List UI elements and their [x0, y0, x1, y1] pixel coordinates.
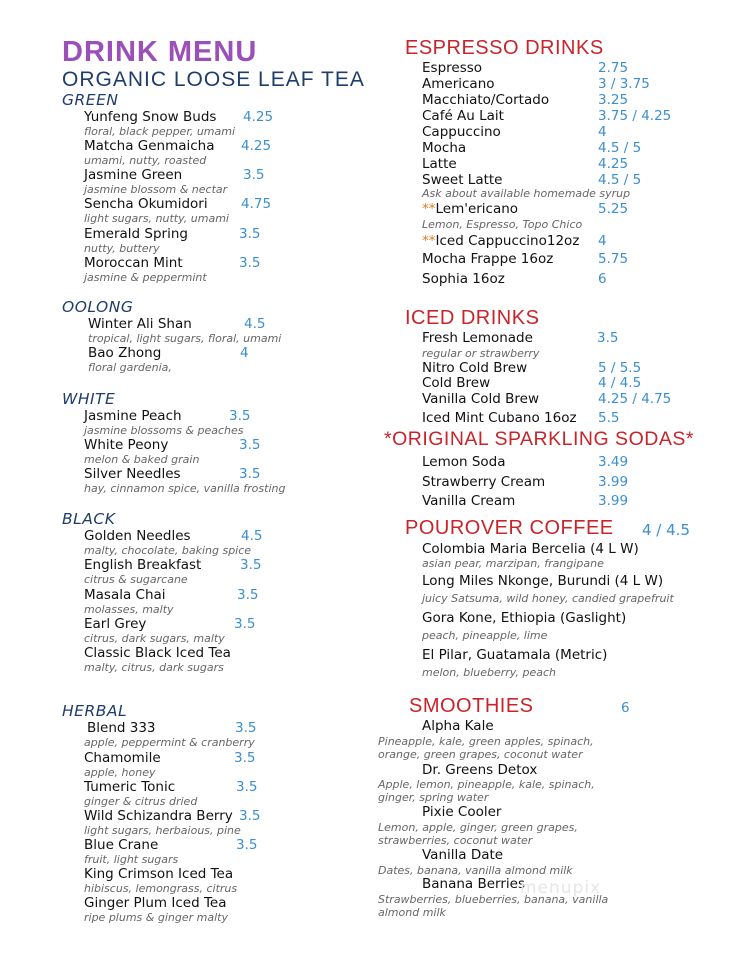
- menu-item-name: Gora Kone, Ethiopia (Gaslight): [422, 610, 627, 626]
- menu-item-price: 3.5: [236, 779, 258, 795]
- category-green: GREEN: [62, 91, 119, 109]
- menu-item-price: 5 / 5.5: [598, 360, 642, 376]
- menu-item-name: Pixie Cooler: [422, 804, 502, 820]
- page-title: DRINK MENU: [62, 36, 258, 68]
- menu-item-desc: Pineapple, kale, green apples, spinach,: [378, 735, 594, 748]
- menu-item-name: Macchiato/Cortado: [422, 92, 550, 108]
- menu-item-price: 3.5: [229, 408, 251, 424]
- menu-item-desc: peach, pineapple, lime: [422, 629, 548, 642]
- menu-item-desc: regular or strawberry: [422, 347, 540, 360]
- menu-item-name: Café Au Lait: [422, 108, 504, 124]
- menu-item-desc: hibiscus, lemongrass, citrus: [84, 882, 238, 895]
- menu-item-desc: umami, nutty, roasted: [84, 154, 207, 167]
- menu-item-name: Golden Needles: [84, 528, 191, 544]
- menu-item-price: 4.25: [598, 156, 629, 172]
- category-oolong: OOLONG: [62, 298, 134, 316]
- menu-item-desc: Strawberries, blueberries, banana, vanilla: [378, 893, 609, 906]
- menu-item-name: Nitro Cold Brew: [422, 360, 528, 376]
- menu-item-price: 5.75: [598, 251, 629, 267]
- menu-item-desc: jasmine & peppermint: [84, 271, 207, 284]
- menu-item-price: 4.75: [241, 196, 272, 212]
- menu-item-price: 3.5: [235, 720, 257, 736]
- menu-item-price: 3.5: [234, 616, 256, 632]
- menu-item-price: 4 / 4.5: [598, 375, 642, 391]
- menu-item-name: Fresh Lemonade: [422, 330, 533, 346]
- menu-item-desc: citrus, dark sugars, malty: [84, 632, 225, 645]
- menu-item-name: Colombia Maria Bercelia (4 L W): [422, 541, 639, 557]
- star-marker: **: [422, 233, 436, 249]
- menu-item-price: 3 / 3.75: [598, 76, 650, 92]
- menu-item-desc: malty, citrus, dark sugars: [84, 661, 224, 674]
- menu-item-name: Long Miles Nkonge, Burundi (4 L W): [422, 573, 664, 589]
- menu-item-name: Vanilla Cold Brew: [422, 391, 539, 407]
- watermark: menupix: [520, 878, 602, 898]
- menu-item-desc: Apple, lemon, pineapple, kale, spinach,: [378, 778, 595, 791]
- menu-item-name: Bao Zhong: [88, 345, 162, 361]
- section-espresso-title: ESPRESSO DRINKS: [405, 37, 604, 59]
- menu-item-desc: juicy Satsuma, wild honey, candied grapefruit: [422, 592, 674, 605]
- menu-item-price: 3.5: [240, 557, 262, 573]
- menu-item-desc: tropical, light sugars, floral, umami: [88, 332, 282, 345]
- syrup-note: Ask about available homemade syrup: [422, 187, 631, 200]
- menu-item-name: Jasmine Green: [84, 167, 183, 183]
- menu-item-name: Sencha Okumidori: [84, 196, 208, 212]
- menu-item-desc: almond milk: [378, 906, 446, 919]
- menu-item-name: Winter Ali Shan: [88, 316, 192, 332]
- menu-item-price: 3.75 / 4.25: [598, 108, 672, 124]
- category-herbal: HERBAL: [62, 702, 128, 720]
- menu-item-name: Jasmine Peach: [84, 408, 182, 424]
- page-subtitle: ORGANIC LOOSE LEAF TEA: [62, 68, 365, 91]
- menu-item-name: Iced Mint Cubano 16oz: [422, 410, 577, 426]
- menu-item-price: 3.99: [598, 474, 629, 490]
- menu-item-name: Latte: [422, 156, 457, 172]
- smoothies-price: 6: [621, 700, 630, 716]
- menu-item-name: Lemon Soda: [422, 454, 506, 470]
- menu-item-desc: melon, blueberry, peach: [422, 666, 556, 679]
- menu-item-name: Alpha Kale: [422, 718, 494, 734]
- menu-item-price: 3.5: [234, 750, 256, 766]
- menu-item-desc: Dates, banana, vanilla almond milk: [378, 864, 573, 877]
- menu-item-name: English Breakfast: [84, 557, 202, 573]
- menu-item-name: Mocha Frappe 16oz: [422, 251, 554, 267]
- menu-item-name: White Peony: [84, 437, 169, 453]
- menu-item-price: 3.5: [239, 226, 261, 242]
- menu-item-price: 3.49: [598, 454, 629, 470]
- menu-item-name: Banana Berries: [422, 876, 526, 892]
- menu-item-name: Americano: [422, 76, 495, 92]
- category-white: WHITE: [62, 390, 116, 408]
- menu-item-price: 4.5: [241, 528, 263, 544]
- menu-item-desc: fruit, light sugars: [84, 853, 179, 866]
- menu-item-price: 3.25: [598, 92, 629, 108]
- menu-item-price: 3.5: [239, 466, 261, 482]
- menu-item-price: 3.5: [597, 330, 619, 346]
- menu-item-name: [422, 201, 518, 217]
- menu-item-price: 4: [598, 124, 607, 140]
- menu-item-name: Yunfeng Snow Buds: [84, 109, 217, 125]
- menu-item-price: 3.5: [239, 437, 261, 453]
- section-sodas-title: *ORIGINAL SPARKLING SODAS*: [384, 428, 694, 450]
- menu-item-name: Cappuccino: [422, 124, 501, 140]
- section-smoothies-title: SMOOTHIES: [409, 695, 534, 717]
- menu-item-price: 4.25: [241, 138, 272, 154]
- menu-item-price: 4.5: [244, 316, 266, 332]
- menu-item-name: Silver Needles: [84, 466, 181, 482]
- menu-item-price: 3.5: [239, 255, 261, 271]
- menu-item-price: 4.5 / 5: [598, 172, 642, 188]
- menu-item-desc: melon & baked grain: [84, 453, 200, 466]
- menu-item-desc: light sugars, nutty, umami: [84, 212, 229, 225]
- star-marker: **: [422, 201, 436, 217]
- menu-item-price: 4: [598, 233, 607, 249]
- section-iced-title: ICED DRINKS: [405, 307, 540, 329]
- menu-item-desc: molasses, malty: [84, 603, 174, 616]
- menu-item-name: Classic Black Iced Tea: [84, 645, 231, 661]
- menu-item-name: Vanilla Date: [422, 847, 504, 863]
- menu-item-desc: asian pear, marzipan, frangipane: [422, 557, 604, 570]
- menu-item-price: 3.99: [598, 493, 629, 509]
- menu-item-name: [422, 233, 579, 249]
- pourover-price: 4 / 4.5: [642, 521, 690, 539]
- menu-item-name: Tumeric Tonic: [84, 779, 176, 795]
- menu-item-name: Moroccan Mint: [84, 255, 183, 271]
- menu-item-name: Vanilla Cream: [422, 493, 516, 509]
- menu-item-price: 4.5 / 5: [598, 140, 642, 156]
- menu-item-name: Matcha Genmaicha: [84, 138, 215, 154]
- menu-item-desc: hay, cinnamon spice, vanilla frosting: [84, 482, 286, 495]
- section-pourover-title: POUROVER COFFEE: [405, 517, 614, 539]
- menu-item-desc: ginger & citrus dried: [84, 795, 198, 808]
- menu-item-name: El Pilar, Guatamala (Metric): [422, 647, 608, 663]
- menu-item-name: Sweet Latte: [422, 172, 503, 188]
- menu-item-name: Espresso: [422, 60, 483, 76]
- menu-item-price: 3.5: [236, 837, 258, 853]
- menu-item-price: 3.5: [237, 587, 259, 603]
- menu-item-name: Dr. Greens Detox: [422, 762, 538, 778]
- menu-item-price: 5.25: [598, 201, 629, 217]
- menu-item-desc: citrus & sugarcane: [84, 573, 188, 586]
- menu-item-desc: floral gardenia,: [88, 361, 172, 374]
- menu-item-price: 4: [240, 345, 249, 361]
- menu-item-name: King Crimson Iced Tea: [84, 866, 234, 882]
- menu-item-name: Blend 333: [87, 720, 156, 736]
- menu-item-desc: ginger, spring water: [378, 791, 489, 804]
- menu-item-desc: jasmine blossom & nectar: [84, 183, 228, 196]
- menu-item-name: Earl Grey: [84, 616, 147, 632]
- menu-item-desc: malty, chocolate, baking spice: [84, 544, 252, 557]
- menu-item-price: 2.75: [598, 60, 629, 76]
- menu-item-desc: apple, honey: [84, 766, 156, 779]
- menu-item-price: 3.5: [243, 167, 265, 183]
- menu-item-price: 5.5: [598, 410, 620, 426]
- menu-item-desc: light sugars, herbaious, pine: [84, 824, 241, 837]
- category-black: BLACK: [62, 510, 116, 528]
- menu-item-desc: strawberries, coconut water: [378, 834, 533, 847]
- menu-item-price: 4.25 / 4.75: [598, 391, 672, 407]
- menu-item-desc: Lemon, apple, ginger, green grapes,: [378, 821, 578, 834]
- menu-item-price: 6: [598, 271, 607, 287]
- menu-item-name: Cold Brew: [422, 375, 491, 391]
- menu-item-name: Ginger Plum Iced Tea: [84, 895, 227, 911]
- menu-item-label: Lem'ericano: [435, 201, 519, 217]
- menu-item-price: 4.25: [243, 109, 274, 125]
- menu-item-name: Masala Chai: [84, 587, 166, 603]
- menu-item-name: Strawberry Cream: [422, 474, 546, 490]
- menu-item-desc: nutty, buttery: [84, 242, 160, 255]
- menu-item-desc: orange, green grapes, coconut water: [378, 748, 583, 761]
- menu-item-name: Wild Schizandra Berry: [84, 808, 233, 824]
- menu-item-desc: apple, peppermint & cranberry: [84, 736, 255, 749]
- menu-item-name: Blue Crane: [84, 837, 159, 853]
- menu-item-name: Chamomile: [84, 750, 161, 766]
- menu-item-label: Iced Cappuccino12oz: [435, 233, 580, 249]
- menu-item-desc: jasmine blossoms & peaches: [84, 424, 244, 437]
- menu-item-price: 3.5: [239, 808, 261, 824]
- menu-item-desc: ripe plums & ginger malty: [84, 911, 228, 924]
- menu-item-name: Sophia 16oz: [422, 271, 505, 287]
- menu-item-desc: floral, black pepper, umami: [84, 125, 236, 138]
- menu-item-desc: Lemon, Espresso, Topo Chico: [422, 218, 583, 231]
- menu-item-name: Mocha: [422, 140, 467, 156]
- menu-item-name: Emerald Spring: [84, 226, 188, 242]
